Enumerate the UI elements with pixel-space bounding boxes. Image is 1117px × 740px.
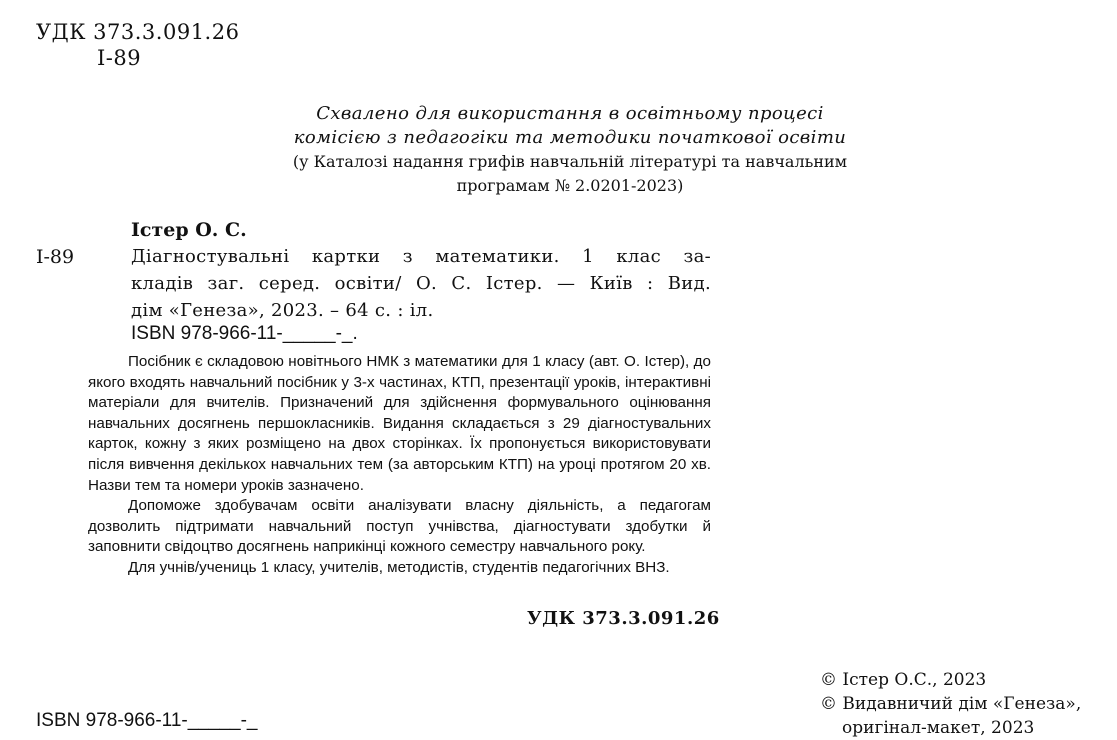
approval-line-4: програмам № 2.0201-2023) [456,176,684,195]
copyright-publisher: © Видавничий дім «Генеза», [820,694,1082,714]
author-code: І-89 [36,246,75,268]
approval-line-3: (у Каталозі надання грифів навчальній літературі та навчальним [292,152,848,171]
footer-isbn: ISBN 978-966-11-_____-_ [36,710,258,731]
annotation-paragraph-2: Допоможе здобувачам освіти аналізувати власну діяльність, а педагогам дозволить підтримати навчальний поступ учнівства, діагностувати здобутки й заповнити свідоцтво досягнень наприкінці кожного семестру навчального року. [88,497,711,556]
biblio-line-3: дім «Генеза», 2023. – 64 с. : іл. [131,300,434,321]
annotation-paragraph-1: Посібник є складовою новітнього НМК з математики для 1 класу (авт. О. Істер), до якого входять навчальний посібник у 3-х частинах, КТП, презентації уроків, інтерактивні матеріали для вчителів. Призначений для здійснення формувального оцінювання навчальних досягнень першокласників. Видання складається з 29 діагностувальних карток, кожну з яких розміщено на двох сторінках. Їх пропонується використовувати після вивчення декількох навчальних тем (за авторським КТП) на уроці протягом 20 хв. Назви тем та номери уроків зазначено. [88,353,711,494]
copyright-block [820,668,1081,740]
approval-line-2: комісією з педагогіки та методики початкової освіти [293,127,847,148]
biblio-line-1: Діагностувальні картки з математики. 1 клас за- [131,246,711,267]
copyright-author: © Істер О.С., 2023 [820,670,987,690]
bibliographic-record [131,243,711,324]
annotation-paragraph-3: Для учнів/учениць 1 класу, учителів, методистів, студентів педагогічних ВНЗ. [128,558,670,576]
record-isbn: ISBN 978-966-11-_____-_. [131,323,358,344]
author-name: Істер О. С. [131,219,247,241]
udk-footer: УДК 373.3.091.26 [527,608,720,629]
author-code-header: І-89 [97,46,142,70]
udk-header: УДК 373.3.091.26 [36,20,240,44]
biblio-line-2: кладів заг. серед. освіти/ О. С. Істер. — Київ : Вид. [131,273,711,294]
approval-line-1: Схвалено для використання в освітньому процесі [316,103,824,124]
copyright-layout: оригінал-макет, 2023 [842,718,1035,738]
approval-block [270,102,870,198]
annotation [88,352,711,579]
